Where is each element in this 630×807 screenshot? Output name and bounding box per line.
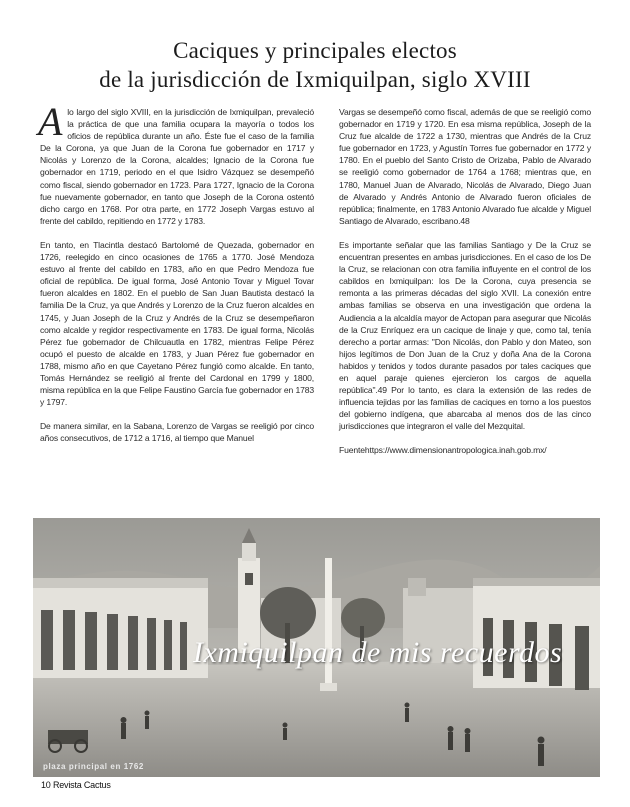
page-number: 10 <box>41 780 51 790</box>
source-link[interactable]: Fuentehttps://www.dimensionantropologica.inah.gob.mx/ <box>339 445 547 456</box>
article-title <box>0 36 630 94</box>
paragraph-3: De manera similar, en la Sabana, Lorenzo de Vargas se reeligió por cinco años consecutivos, de 1712 a 1716, al tiempo que Manuel <box>40 421 314 444</box>
historic-plaza-photo <box>33 518 600 777</box>
right-column <box>339 106 591 469</box>
left-column <box>38 99 314 456</box>
paragraph-1 <box>38 99 314 227</box>
photo-overlay-title: Ixmiquilpan de mis recuerdos <box>193 636 563 669</box>
page-footer <box>41 780 111 790</box>
photo-caption: plaza principal en 1762 <box>43 762 144 771</box>
drop-cap: A <box>38 99 63 144</box>
paragraph-4: Vargas se desempeñó como fiscal, además de que se reeligió como gobernador en 1719 y 1720. En esa misma república, Joseph de la Cruz fue alcalde de 1722 a 1730, mientras que Andrés de la Cruz fue gobernador en 1723, y Agustín Torres fue gobernador en 1772 y 1780. En el pueblo del Santo Cristo de Orizaba, Pablo de Alvarado se reeligió como gobernador de 1764 a 1768; mientras que, en 1780, Manuel Juan de Alvarado, Nicolás de Alvarado, Diego Juan de Alvarado y Andrés Antonio de Alvarado fueron oficiales de república; finalmente, en 1783 Antonio Alvarado fue alcalde y Miguel Santiago de Alvarado, escribano.48 <box>339 107 591 226</box>
title-line-1: Caciques y principales electos <box>173 38 457 63</box>
paragraph-5: Es importante señalar que las familias Santiago y De la Cruz se encuentran presentes en ambas jurisdicciones. En el caso de los De la Cruz, se relacionan con otra familia influyente en el control de los cabildos en Ixmiquilpan: los De la Corona, cuya presencia se remonta a las primeras décadas del siglo XVII. La conexión entre ambas familias se observa en una investigación que ordena la Audiencia a la alcaldía mayor de Actopan para asegurar que Nicolás de la Cruz Enríquez era un cacique de linaje y que, como tal, tenía derecho a portar armas: "Don Nicolás, don Pablo y don Mateo, son hijos legítimos de Don Juan de la Cruz y doña Ana de la Corona habidos y tenidos y todos durante pasados por tales caciques que en aquel paraje quienes ejercieron los cargos de aquella república".49 Por lo tanto, es clara la extensión de las redes de influencia tejidas por las familias de caciques en torno a los puestos del gobierno indígena, que abarcaba al menos dos de las cinco jurisdicciones que integraron el valle del Mezquital. <box>339 239 591 432</box>
paragraph-1-text: lo largo del siglo XVIII, en la jurisdicción de Ixmiquilpan, prevaleció la práctica de que una familia ocupara la mayoría o todos los oficios de república durante un año. Éste fue el caso de la familia De la Corona, ya que Juan de la Corona fue gobernador en 1717 y Nicolás y Lorenzo de la Corona, alcaldes; Ignacio de la Corona fue gobernador en 1719, periodo en el que Isidro Vázquez se desempeñó como fiscal, siendo gobernador en 1723. Para 1727, Ignacio de la Corona fue nuevamente gobernador, en tanto que Joseph de la Corona ostentó dicho cargo en 1768. Por otra parte, en 1772 Joseph Vargas estuvo al frente del cabildo, repitiendo en 1772 y 1783. <box>40 107 314 226</box>
title-line-2: de la jurisdicción de Ixmiquilpan, siglo XVIII <box>99 67 531 92</box>
paragraph-2: En tanto, en Tlacintla destacó Bartolomé de Quezada, gobernador en 1726, reelegido en cinco ocasiones de 1765 a 1770. José Mendoza estuvo al frente del cabildo en 1783, año en que Pedro Mendoza fue oficial de república. De igual forma, José Antonio Tovar y Miguel Tovar fueron alcaldes en 1802. En el pueblo de San Juan Bautista destacó la familia De la Cruz, ya que Andrés y Lorenzo de la Cruz fueron alcaldes en 1745, y Juan Joseph de la Cruz y Andrés de la Cruz se desempeñaron como alcalde y regidor respectivamente en 1783. De igual forma, Nicolás Pérez fue gobernador de Chilcuautla en 1782, mientras Felipe Pérez ocupó el puesto de alcalde en 1783, y Juan Pérez fue gobernador en 1788, mismo año en que Cayetano Pérez fungió como alcalde. En tanto, Tomás Hernández se reeligió al frente del Cardonal en 1799 y 1800, misma república en la que Felipe Faustino García fue gobernador en 1783 y 1797. <box>40 239 314 408</box>
publication-name: Revista Cactus <box>52 780 111 790</box>
